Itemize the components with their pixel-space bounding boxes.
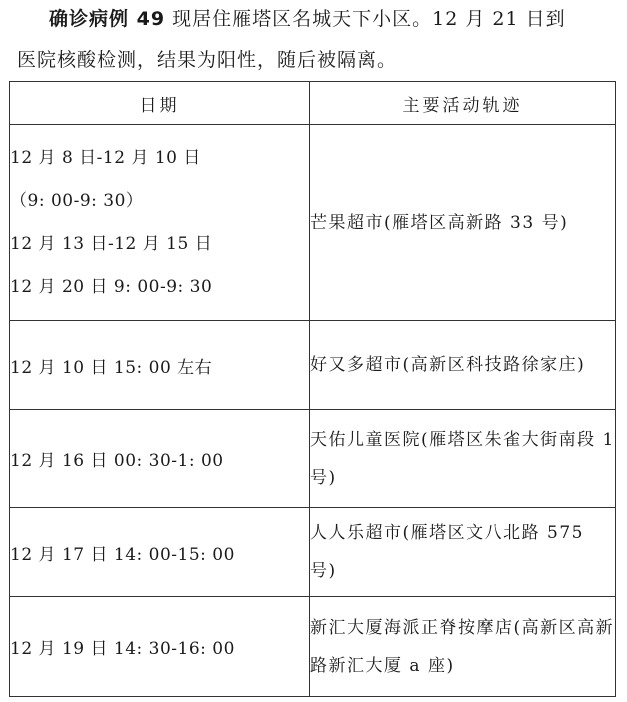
place-cell: 人人乐超市(雁塔区文八北路 575 号) [310,508,616,597]
time-line: 12 月 16 日 00: 30-1: 00 [10,451,224,471]
intro-line-1-text: 现居住雁塔区名城天下小区。12 月 21 日到 [165,8,566,30]
activity-table [9,81,616,697]
place-cell: 好又多超市(高新区科技路徐家庄) [310,321,616,410]
time-line: （9: 00-9: 30） [10,190,144,211]
place-cell: 芒果超市(雁塔区高新路 33 号) [310,125,616,321]
time-line: 12 月 8 日-12 月 10 日 [10,147,201,168]
case-label: 确诊病例 49 [49,8,166,30]
header-date: 日期 [10,82,310,125]
intro-line-2: 医院核酸检测，结果为阳性，随后被隔离。 [17,49,398,71]
table-row [10,125,616,321]
time-cell [10,597,310,697]
time-line: 12 月 10 日 15: 00 左右 [10,357,213,378]
time-cell [10,508,310,597]
time-line: 12 月 13 日-12 月 15 日 [10,233,213,254]
table-row [10,321,616,410]
time-line: 12 月 17 日 14: 00-15: 00 [10,544,235,565]
time-line: 12 月 20 日 9: 00-9: 30 [10,276,213,297]
table-row [10,597,616,697]
intro-line-1 [49,4,566,31]
time-line: 12 月 19 日 14: 30-16: 00 [10,639,235,659]
time-cell [10,125,310,321]
header-activity: 主要活动轨迹 [310,82,616,125]
time-cell [10,410,310,508]
time-cell [10,321,310,410]
table-row [10,508,616,597]
place-cell: 新汇大厦海派正脊按摩店(高新区高新路新汇大厦 a 座) [310,597,616,697]
place-cell: 天佑儿童医院(雁塔区朱雀大街南段 1 号) [310,410,616,508]
table-row [10,410,616,508]
table-header-row [10,82,616,125]
